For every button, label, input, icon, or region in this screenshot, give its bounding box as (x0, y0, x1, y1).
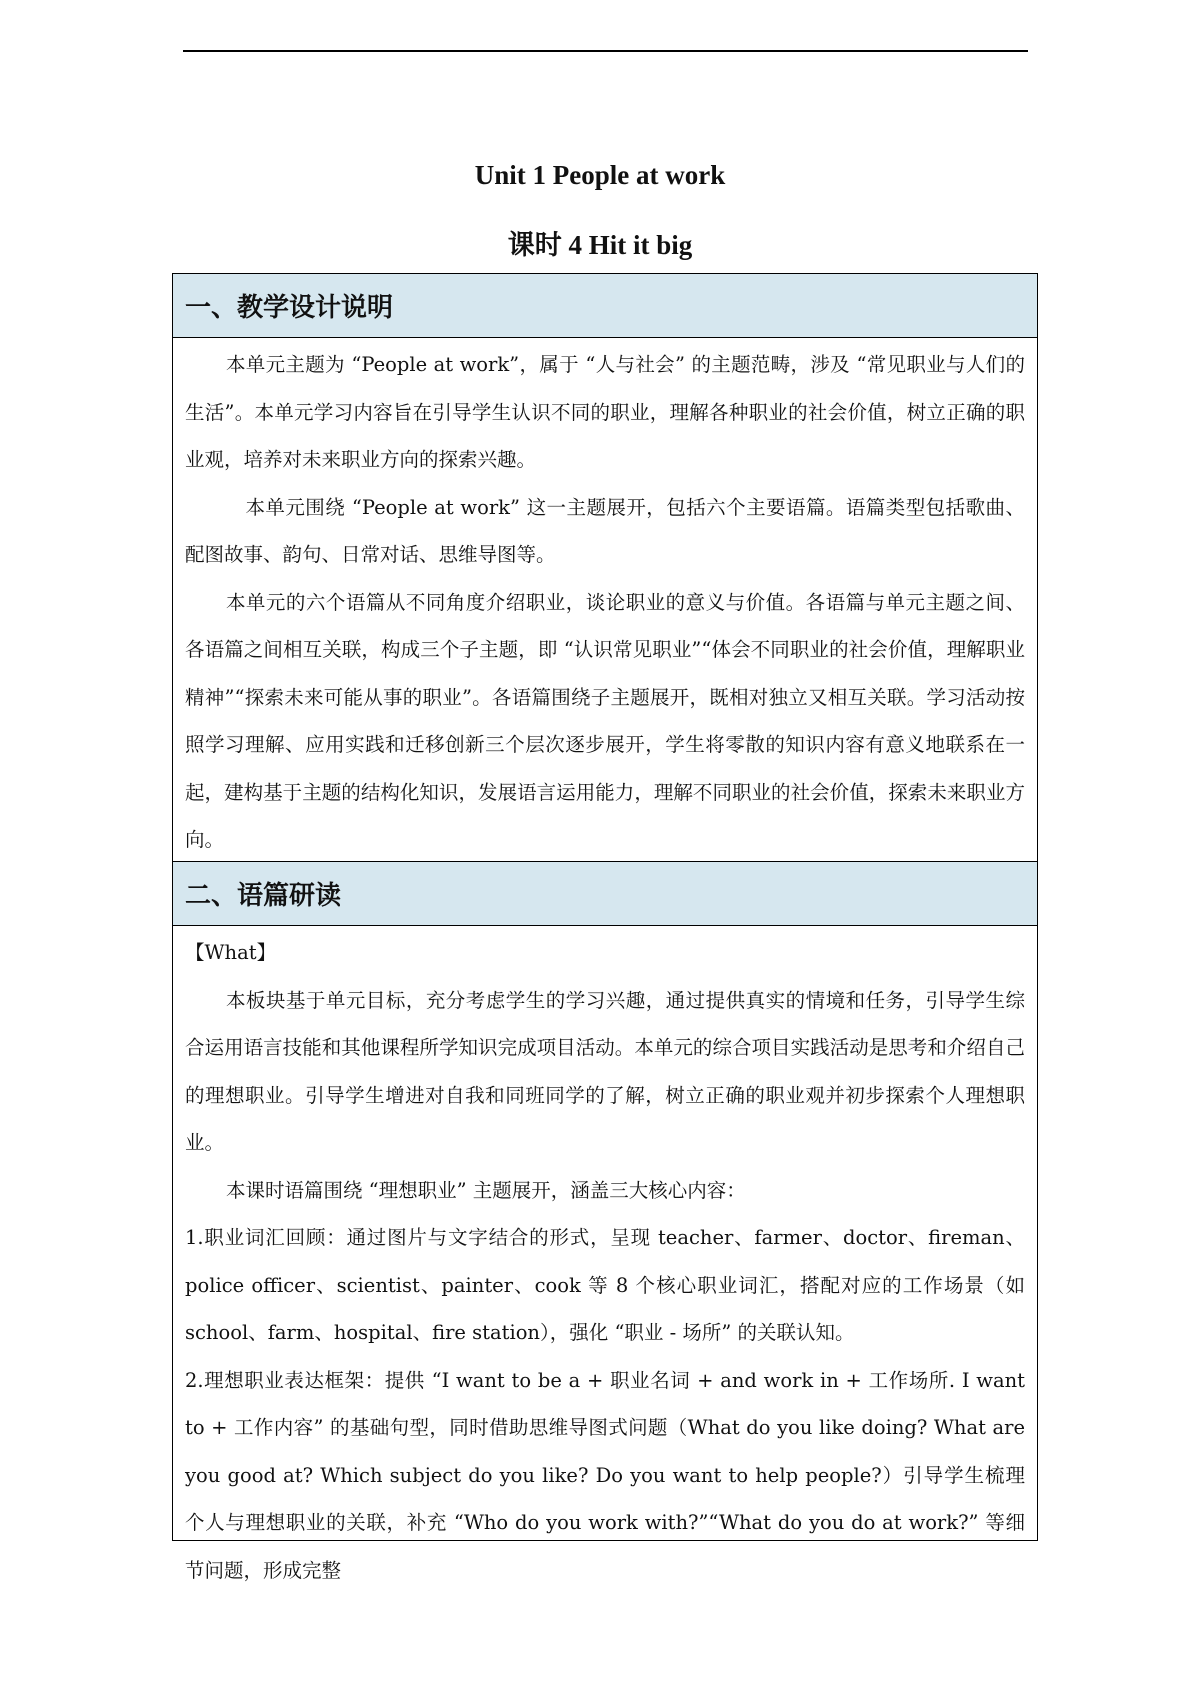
section-heading-text-study: 二、语篇研读 (173, 862, 1037, 926)
study-paragraph-2: 本课时语篇围绕 “理想职业” 主题展开，涵盖三大核心内容： (225, 1178, 746, 1202)
design-paragraph-3: 本单元的六个语篇从不同角度介绍职业，谈论职业的意义与价值。各语篇与单元主题之间、各语篇之间相互关联，构成三个子主题，即 “认识常见职业”“体会不同职业的社会价值，理解职业精神”“探索未来可能从事的职业”。各语篇围绕子主题展开，既相对独立又相互关联。学习活动按照学习理解、应用实践和迁移创新三个层次逐步展开，学生将零散的知识内容有意义地联系在一起，建构基于主题的结构化知识，发展语言运用能力，理解不同职业的社会价值，探索未来职业方向。 (185, 590, 1025, 851)
lesson-subtitle: 课时 4 Hit it big (507, 230, 693, 260)
design-paragraph-2: 本单元围绕 “People at work” 这一主题展开，包括六个主要语篇。语篇类型包括歌曲、配图故事、韵句、日常对话、思维导图等。 (185, 495, 1025, 566)
page-title: Unit 1 People at work (474, 160, 726, 190)
header-rule (183, 50, 1028, 52)
section-body-text-study (173, 926, 1037, 1582)
design-paragraph-1: 本单元主题为 “People at work”，属于 “人与社会” 的主题范畴，涉及 “常见职业与人们的生活”。本单元学习内容旨在引导学生认识不同的职业，理解各种职业的社会价值，树立正确的职业观，培养对未来职业方向的探索兴趣。 (185, 353, 1025, 471)
what-label: 【What】 (185, 941, 277, 964)
lesson-plan-table (172, 273, 1038, 1582)
study-item-1: 1.职业词汇回顾：通过图片与文字结合的形式，呈现 teacher、farmer、doctor、fireman、police officer、scientist、painter、cook 等 8 个核心职业词汇，搭配对应的工作场景（如 school、farm、hospital、fire station），强化 “职业 - 场所” 的关联认知。 (185, 1226, 1025, 1344)
study-paragraph-1: 本板块基于单元目标，充分考虑学生的学习兴趣，通过提供真实的情境和任务，引导学生综合运用语言技能和其他课程所学知识完成项目活动。本单元的综合项目实践活动是思考和介绍自己的理想职业。引导学生增进对自我和同班同学的了解，树立正确的职业观并初步探索个人理想职业。 (185, 988, 1025, 1154)
study-item-2: 2.理想职业表达框架：提供 “I want to be a + 职业名词 + and work in + 工作场所. I want to + 工作内容” 的基础句型，同时借助思维导图式问题（What do you like doing? What are you good at? Which subject do you like? Do you want to help people?）引导学生梳理个人与理想职业的关联，补充 “Who do you work with?”“What do you do at work?” 等细节问题，形成完整 (185, 1368, 1025, 1582)
section-heading-design: 一、教学设计说明 (173, 274, 1037, 338)
section-body-design (173, 338, 1037, 862)
